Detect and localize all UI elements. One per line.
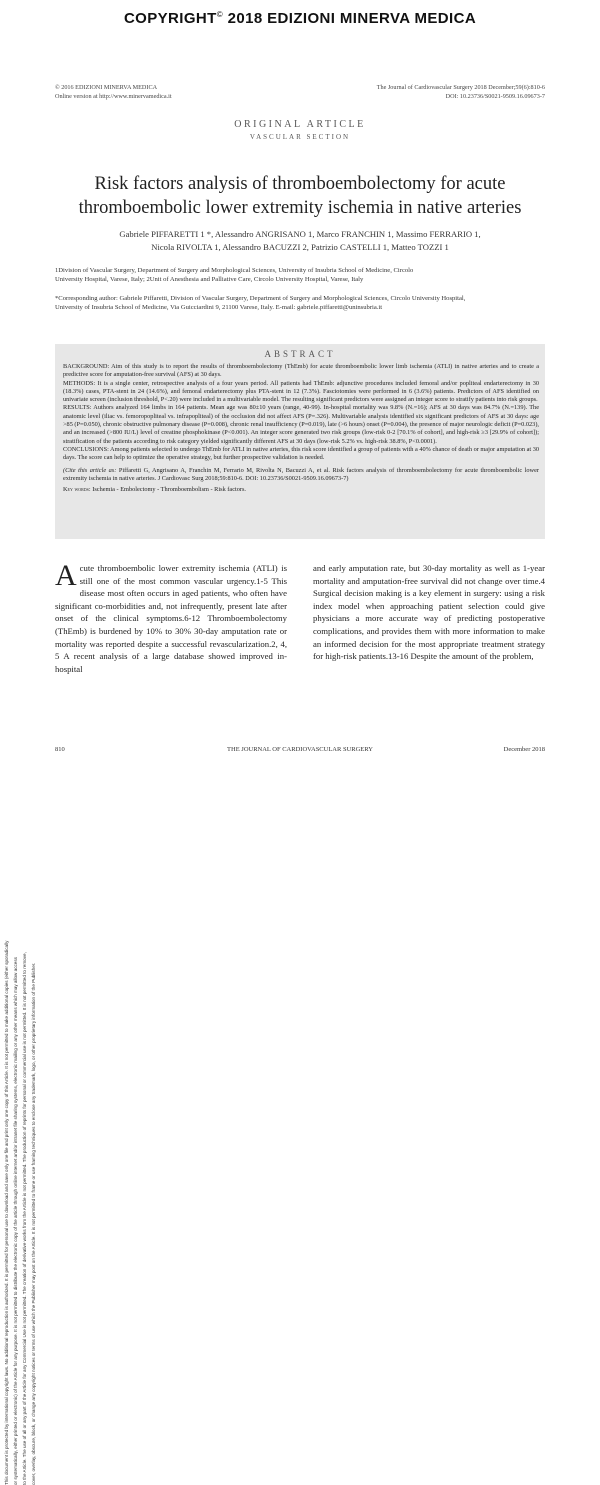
online-version-link[interactable]: Online version at http://www.minervamedica.it: [55, 92, 172, 100]
footer-date: December 2018: [503, 746, 545, 753]
citation-text: Piffaretti G, Angrisano A, Franchin M, Ferrario M, Rivolta N, Bacuzzi A, et al. Risk factors analysis of thromboembolectomy for acute thromboembolic lower extremity ischemia in native arteries. J Cardiovasc Surg 2018;59:810-6. DOI: 10.23736/S0021-9509.16.09673-7): [63, 466, 539, 482]
title-line-1: Risk factors analysis of thromboembolectomy for acute: [94, 174, 506, 194]
header-left: [55, 84, 295, 101]
authors: [70, 228, 530, 254]
keywords-label: Key words:: [63, 486, 91, 494]
affiliation-line-1: 1Division of Vascular Surgery, Department of Surgery and Morphological Sciences, University of Insubria School of Medicine, Circolo: [55, 267, 414, 274]
article-title: [60, 172, 540, 220]
abstract-background: BACKGROUND: Aim of this study is to report the results of thromboembolectomy (ThEmb) for acute thromboembolic lower limb ischemia (ATLI) in native arteries and to create a predictive score for amputation-free survival (AFS) at 30 days.: [63, 363, 539, 379]
header-right: [300, 84, 545, 101]
copyright-publisher: 2018 EDIZIONI MINERVA MEDICA: [227, 10, 477, 27]
citation-label: (Cite this article as:: [63, 466, 117, 474]
article-type: ORIGINAL ARTICLE: [234, 119, 366, 130]
citation: [63, 467, 539, 484]
side-notice-line-1: This document is protected by international copyright laws. No additional reproduction is authorized. It is permitted for personal use to download and save only one file and print only one copy of this Article. It is not permitted to make additional copies (either sporadically: [4, 940, 9, 1485]
abstract-methods: METHODS: It is a single center, retrospective analysis of a four years period. All patients had ThEmb: adjunctive procedures included femoral and/or popliteal endarterectomy in 30 (18.3%) cases, PTA-stent in 24 (14.6%), and femoral endarterectomy plus PTA-stent in 12 (7.3%). Fasciotomies were performed in 6 (3.6%) patients. Predictors of AFS identified on univariate screen (inclusion threshold, P<.20) were included in a multivariable model. The resulting significant predictors were assigned an integer score to stratify patients into risk groups.: [63, 379, 539, 404]
corresponding-line-2: University of Insubria School of Medicine, Via Guicciardini 9, 21100 Varese, Italy. E-mail: gabriele.piffaretti@uninsubria.it: [55, 304, 383, 311]
body-column-2: [313, 562, 545, 663]
drop-cap: A: [55, 559, 77, 592]
title-line-2: thromboembolic lower extremity ischemia in native arteries: [78, 198, 522, 218]
keywords: [63, 486, 539, 494]
corresponding-line-1: *Corresponding author: Gabriele Piffaretti, Division of Vascular Surgery, Department of Surgery and Morphological Sciences, Circolo University Hospital,: [55, 295, 466, 302]
body-column-2-text: and early amputation rate, but 30-day mortality as well as 1-year mortality and amputation-free survival did not change over time.4 Surgical decision making is a key element in surgery: using a risk index model when approaching patient selection could give physicians a more accurate way of predicting postoperative complications, and provides them with more information to make an informed decision for the most appropriate treatment strategy for high-risk patients.13-16 Despite the amount of the problem,: [313, 563, 545, 662]
affiliation-line-2: University Hospital, Varese, Italy; 2Unit of Anesthesia and Palliative Care, Circolo University Hospital, Varese, Italy: [55, 276, 364, 283]
side-notice-line-3: to the Article. The use of all or any part of the Article for any Commercial Use is not permitted. The creation of derivative works from the Article is not permitted. The production of reprints for personal or commercial use is not permitted. It is not permitted to remove,: [22, 952, 27, 1485]
abstract-results: RESULTS: Authors analyzed 164 limbs in 164 patients. Mean age was 80±10 years (range, 40-99). In-hospital mortality was 9.8% (N.=16); AFS at 30 days was 84.7% (N.=139). The anatomic level (iliac vs. femoropopliteal vs. infrapopliteal) of the occlusion did not affect AFS (P=.326). Multivariable analysis identified six significant predictors of AFS at 30 days: age >85 (P=0.050), chronic obstructive pulmonary disease (P=0.008), chronic renal insufficiency (P=0.019), late (>6 hours) onset (P=0.004), the presence of major neurologic deficit (P=0.023), and an increased (>800 IU/L) level of creatine phosphokinase (P<0.001). An integer score generated two risk groups (low-risk 0-2 [70.1% of cohort], and high-risk ≥3 [29.9% of cohort]); stratification of the patients according to risk category yielded significantly different AFS at 30 days (low-risk 5.2% vs. high-risk 38.8%, P<0.0001).: [63, 404, 539, 445]
abstract-text: [63, 363, 539, 494]
affiliations: [55, 266, 545, 284]
side-notice-line-2: or systematically, either printed or electronic) of the Article for any purpose. It is not permitted to distribute the electronic copy of the article through online internet and/or intranet file sharing systems, electronic mailing or any other means which may allow access: [13, 957, 18, 1485]
authors-line-1: Gabriele PIFFARETTI 1 *, Alessandro ANGRISANO 1, Marco FRANCHIN 1, Massimo FERRARIO 1,: [119, 229, 481, 239]
doi[interactable]: DOI: 10.23736/S0021-9509.16.09673-7: [445, 92, 545, 100]
abstract-heading: ABSTRACT: [264, 349, 336, 359]
keywords-text: Ischemia - Embolectomy - Thromboembolism - Risk factors.: [92, 486, 247, 494]
body-column-1-text: cute thromboembolic lower extremity ischemia (ATLI) is still one of the most common vascular urgency.1-5 This disease most often occurs in aged patients, who often have significant co-morbidities and, not infrequently, present late after onset of the clinical symptoms.6-12 Thromboembolectomy (ThEmb) is burdened by 10% to 30% 30-day amputation rate or mortality was reported despite a successful revascularization.2, 4, 5 A recent analysis of a large database showed improved in-hospital: [55, 563, 287, 674]
copyright-banner: [0, 10, 600, 27]
journal-citation: The Journal of Cardiovascular Surgery 2018 December;59(6):810-6: [376, 84, 545, 91]
copyright-symbol: ©: [216, 10, 224, 19]
footer-journal: THE JOURNAL OF CARDIOVASCULAR SURGERY: [227, 746, 373, 753]
publisher-copyright: © 2016 EDIZIONI MINERVA MEDICA: [55, 84, 158, 91]
article-section: VASCULAR SECTION: [249, 133, 351, 141]
abstract-box: [55, 344, 545, 539]
authors-line-2: Nicola RIVOLTA 1, Alessandro BACUZZI 2, Patrizio CASTELLI 1, Matteo TOZZI 1: [151, 242, 449, 252]
body-column-1: [55, 559, 287, 675]
side-notice-line-4: cover, overlay, obscure, block, or change any copyright notices or terms of use which the Publisher may post on the Article. It is not permitted to frame or use framing techniques to enclose any trademark, logo, or other proprietary information of the Publisher.: [31, 962, 36, 1485]
copyright-label: COPYRIGHT: [123, 10, 217, 27]
page-number: 810: [55, 746, 65, 753]
corresponding-author: [55, 294, 545, 312]
abstract-conclusions: CONCLUSIONS: Among patients selected to undergo ThEmb for ATLI in native arteries, this risk score identified a group of patients with a 40% chance of death or major amputation at 30 days. The score can help to optimize the operative strategy, but further prospective validation is needed.: [63, 445, 539, 462]
